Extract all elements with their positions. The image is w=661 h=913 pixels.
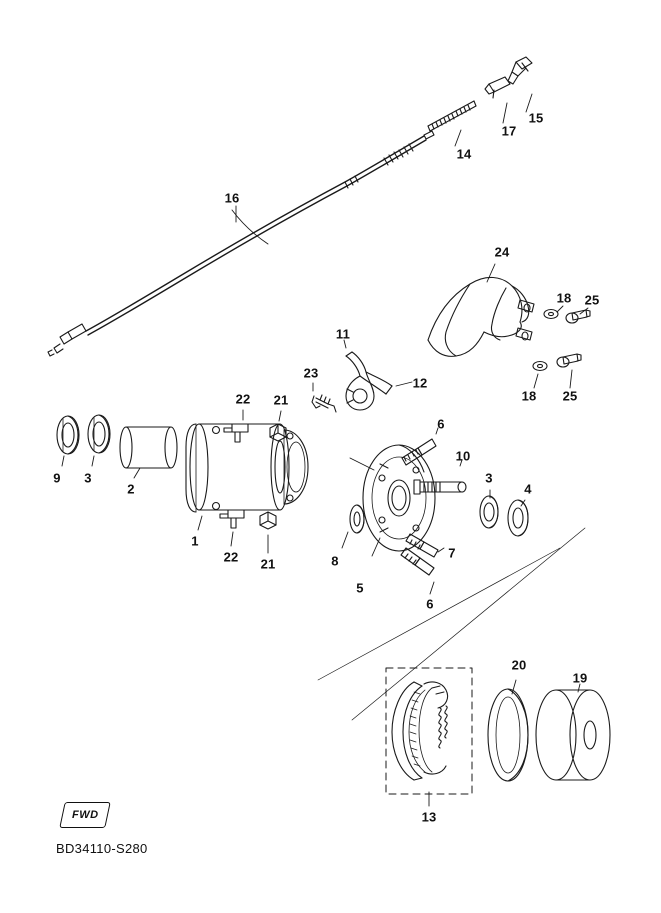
part-11-cam-lever [346, 352, 392, 410]
callout-24: 24 [494, 244, 510, 260]
callout-2: 2 [127, 481, 135, 497]
callout-4: 4 [524, 481, 532, 497]
part-22-bolt-lower [220, 510, 244, 528]
callout-10: 10 [455, 448, 471, 464]
callout-12: 12 [412, 375, 428, 391]
callout-19: 19 [572, 670, 588, 686]
callout-21-lower: 21 [260, 556, 276, 572]
callout-18-lower: 18 [521, 388, 537, 404]
part-9-bearing [57, 416, 79, 454]
part-18-washer-upper [544, 310, 558, 319]
part-13-brake-shoe-assembly [386, 668, 472, 794]
callout-14: 14 [456, 146, 472, 162]
part-5-backing-plate [363, 445, 435, 551]
part-24-cable-guard [428, 277, 534, 356]
part-14-adjuster [424, 101, 476, 139]
part-15-clamp [508, 57, 532, 84]
part-4-bearing-right [508, 500, 528, 536]
callout-1: 1 [191, 533, 199, 549]
callout-3-left: 3 [84, 470, 92, 486]
callout-7: 7 [448, 545, 456, 561]
part-23-spring-pin [312, 395, 336, 412]
part-18-washer-lower [533, 362, 547, 371]
callout-25-upper: 25 [584, 292, 600, 308]
part-7-bolt-mid [406, 534, 438, 557]
callout-6-lower: 6 [426, 596, 434, 612]
fwd-arrow-icon [59, 802, 111, 828]
part-6-bolt-lower [401, 548, 434, 575]
part-25-bolt-lower [557, 354, 581, 367]
callout-15: 15 [528, 110, 544, 126]
part-17-pin [485, 77, 510, 98]
part-1-hub [186, 424, 308, 512]
callout-9: 9 [53, 470, 61, 486]
callout-22-lower: 22 [223, 549, 239, 565]
callout-21-upper: 21 [273, 392, 289, 408]
callout-11: 11 [335, 326, 351, 342]
callout-18-upper: 18 [556, 290, 572, 306]
callout-6-upper: 6 [437, 416, 445, 432]
callout-25-lower: 25 [562, 388, 578, 404]
part-16-brake-cable [48, 136, 426, 356]
callout-23: 23 [303, 365, 319, 381]
part-25-bolt-upper [566, 310, 590, 323]
part-20-drum-ring [488, 689, 528, 781]
part-21-nut-lower [260, 512, 276, 529]
callout-8: 8 [331, 553, 339, 569]
part-8-seal [350, 505, 364, 533]
part-19-brake-drum [536, 690, 610, 780]
part-10-shaft [414, 480, 466, 494]
callout-3-right: 3 [485, 470, 493, 486]
callout-22-upper: 22 [235, 391, 251, 407]
part-3-seal-right [480, 496, 498, 528]
callout-13: 13 [421, 809, 437, 825]
part-code-label: BD34110-S280 [56, 841, 148, 856]
callout-5: 5 [356, 580, 364, 596]
callout-20: 20 [511, 657, 527, 673]
fwd-badge-label: FWD [71, 809, 99, 821]
part-3-seal-left [88, 415, 110, 453]
callout-17: 17 [501, 123, 517, 139]
part-22-bolt-upper [224, 424, 248, 442]
callout-16: 16 [224, 190, 240, 206]
part-2-collar [120, 427, 177, 468]
